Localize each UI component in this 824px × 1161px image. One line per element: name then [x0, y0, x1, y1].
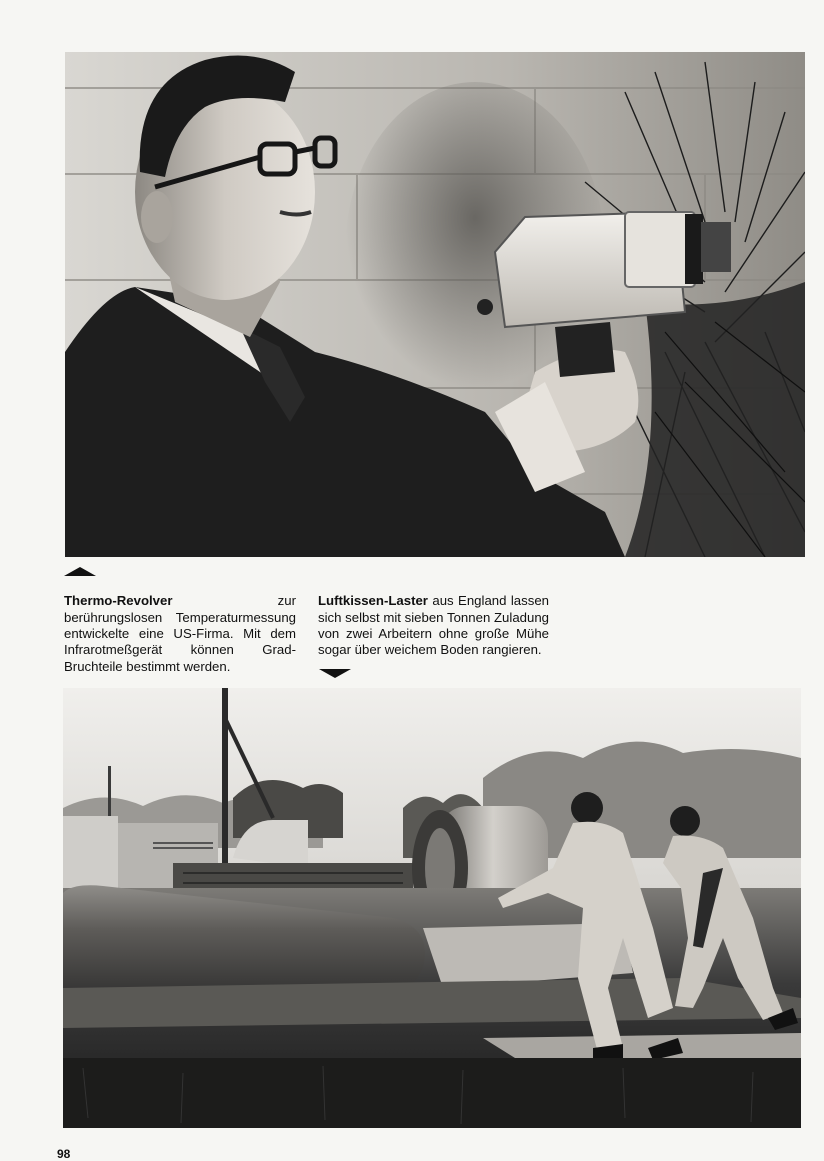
photo-thermo-revolver: [65, 52, 805, 557]
caption-left-text: zur berührungslosen Temperaturmessung entwickelte eine US-Firma. Mit dem Infrarotmeßgerät können Grad-Bruchteile bestimmt werden.: [64, 593, 296, 674]
thermo-revolver-illustration: [65, 52, 805, 557]
caption-arrow-down-icon: [319, 669, 351, 678]
caption-luftkissen-laster: [318, 593, 549, 659]
caption-right-lead: Luftkissen-Laster: [318, 593, 428, 609]
caption-right-text: aus England lassen sich selbst mit sieben Tonnen Zuladung von zwei Arbeitern ohne große Mühe sogar über weichem Boden rangieren.: [318, 593, 549, 658]
page-number: 98: [57, 1147, 71, 1161]
caption-thermo-revolver: [64, 593, 296, 675]
photo-luftkissen-laster: [63, 688, 801, 1128]
caption-left-lead: Thermo-Revolver: [64, 593, 173, 609]
luftkissen-laster-illustration: [63, 688, 801, 1128]
caption-arrow-up-icon: [64, 567, 96, 576]
